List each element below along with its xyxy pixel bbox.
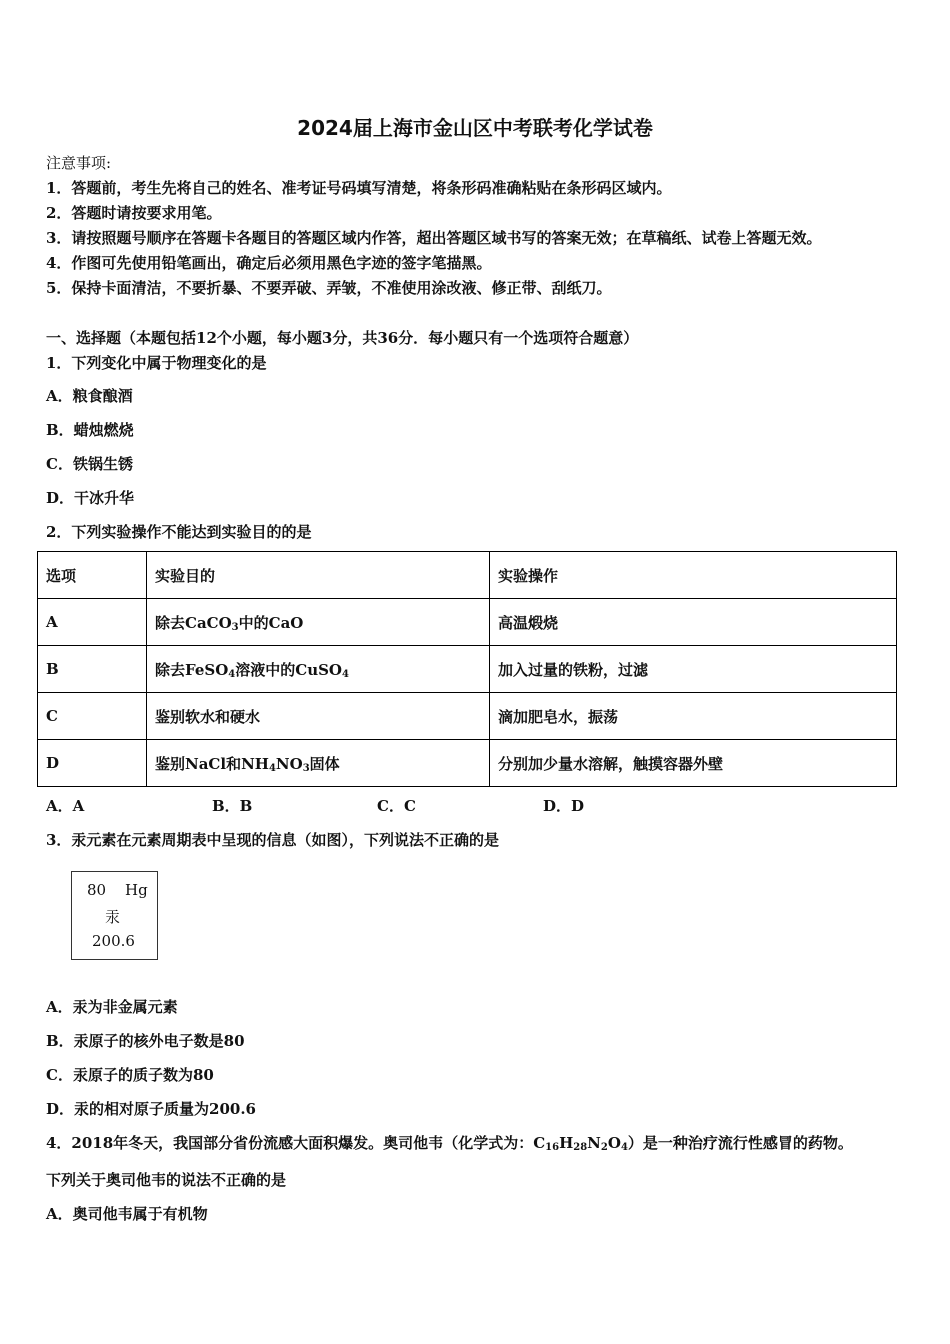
table-cell-option: B [38,646,147,693]
q3-stem: 3．汞元素在元素周期表中呈现的信息（如图），下列说法不正确的是 [46,831,499,849]
notice-heading: 注意事项: [46,154,112,172]
q2-stem: 2．下列实验操作不能达到实验目的的是 [46,523,312,541]
notice-item: 1．答题前，考生先将自己的姓名、准考证号码填写清楚，将条形码准确粘贴在条形码区域内。 [46,179,672,197]
table-cell-operation: 分别加少量水溶解，触摸容器外壁 [490,740,897,787]
table-header-row [38,552,897,599]
atomic-mass: 200.6 [92,932,135,950]
q4-stem-line2: 下列关于奥司他韦的说法不正确的是 [46,1171,287,1189]
notice-item: 3．请按照题号顺序在答题卡各题目的答题区域内作答，超出答题区域书写的答案无效；在草稿纸、试卷上答题无效。 [46,229,822,247]
table-cell-goal: 除去FeSO$_4$溶液中的CuSO$_4$ [147,646,490,693]
q4-stem: 4．2018年冬天，我国部分省份流感大面积爆发。奥司他韦（化学式为：$C_{16}H_{28}N_2O_4$）是一种治疗流行性感冒的药物。 [46,1134,853,1153]
q2-table [37,551,897,787]
element-name: 汞 [105,908,121,926]
table-cell-option: A [38,599,147,646]
table-cell-operation: 加入过量的铁粉，过滤 [490,646,897,693]
q3-option-c: C．汞原子的质子数为80 [46,1066,214,1084]
table-cell-goal: 除去CaCO$_3$中的CaO [147,599,490,646]
table-cell-operation: 滴加肥皂水，振荡 [490,693,897,740]
q1-option-b: B．蜡烛燃烧 [46,421,134,439]
table-row [38,599,897,646]
page-title: 2024届上海市金山区中考联考化学试卷 [297,116,653,140]
q1-stem: 1．下列变化中属于物理变化的是 [46,354,267,372]
q1-option-a: A．粮食酿酒 [46,387,133,405]
element-symbol: Hg [125,881,148,899]
table-cell-goal: 鉴别软水和硬水 [147,693,490,740]
notice-item: 4．作图可先使用铅笔画出，确定后必须用黑色字迹的签字笔描黑。 [46,254,492,272]
q2-answer-b: B．B [212,797,253,815]
q3-option-a: A．汞为非金属元素 [46,998,178,1016]
table-cell-option: C [38,693,147,740]
notice-item: 5．保持卡面清洁，不要折暴、不要弄破、弄皱，不准使用涂改液、修正带、刮纸刀。 [46,279,612,297]
table-header-cell: 选项 [38,552,147,599]
table-row [38,646,897,693]
q2-answer-d: D．D [543,797,585,815]
q4-option-a: A．奥司他韦属于有机物 [46,1205,208,1223]
table-header-cell: 实验操作 [490,552,897,599]
table-row [38,693,897,740]
section-heading: 一、选择题（本题包括12个小题，每小题3分，共36分．每小题只有一个选项符合题意） [46,329,639,347]
q2-answer-a: A．A [46,797,85,815]
notice-item: 2．答题时请按要求用笔。 [46,204,222,222]
q3-option-d: D．汞的相对原子质量为200.6 [46,1100,256,1118]
table-cell-option: D [38,740,147,787]
q1-option-d: D．干冰升华 [46,489,135,507]
table-header-cell: 实验目的 [147,552,490,599]
q3-option-b: B．汞原子的核外电子数是80 [46,1032,245,1050]
atomic-number: 80 [87,881,107,899]
q2-answer-c: C．C [377,797,416,815]
q1-option-c: C．铁锅生锈 [46,455,133,473]
table-row [38,740,897,787]
element-card [71,871,158,960]
table-cell-goal: 鉴别NaCl和$NH_4NO_3$固体 [147,740,490,787]
table-cell-operation: 高温煅烧 [490,599,897,646]
